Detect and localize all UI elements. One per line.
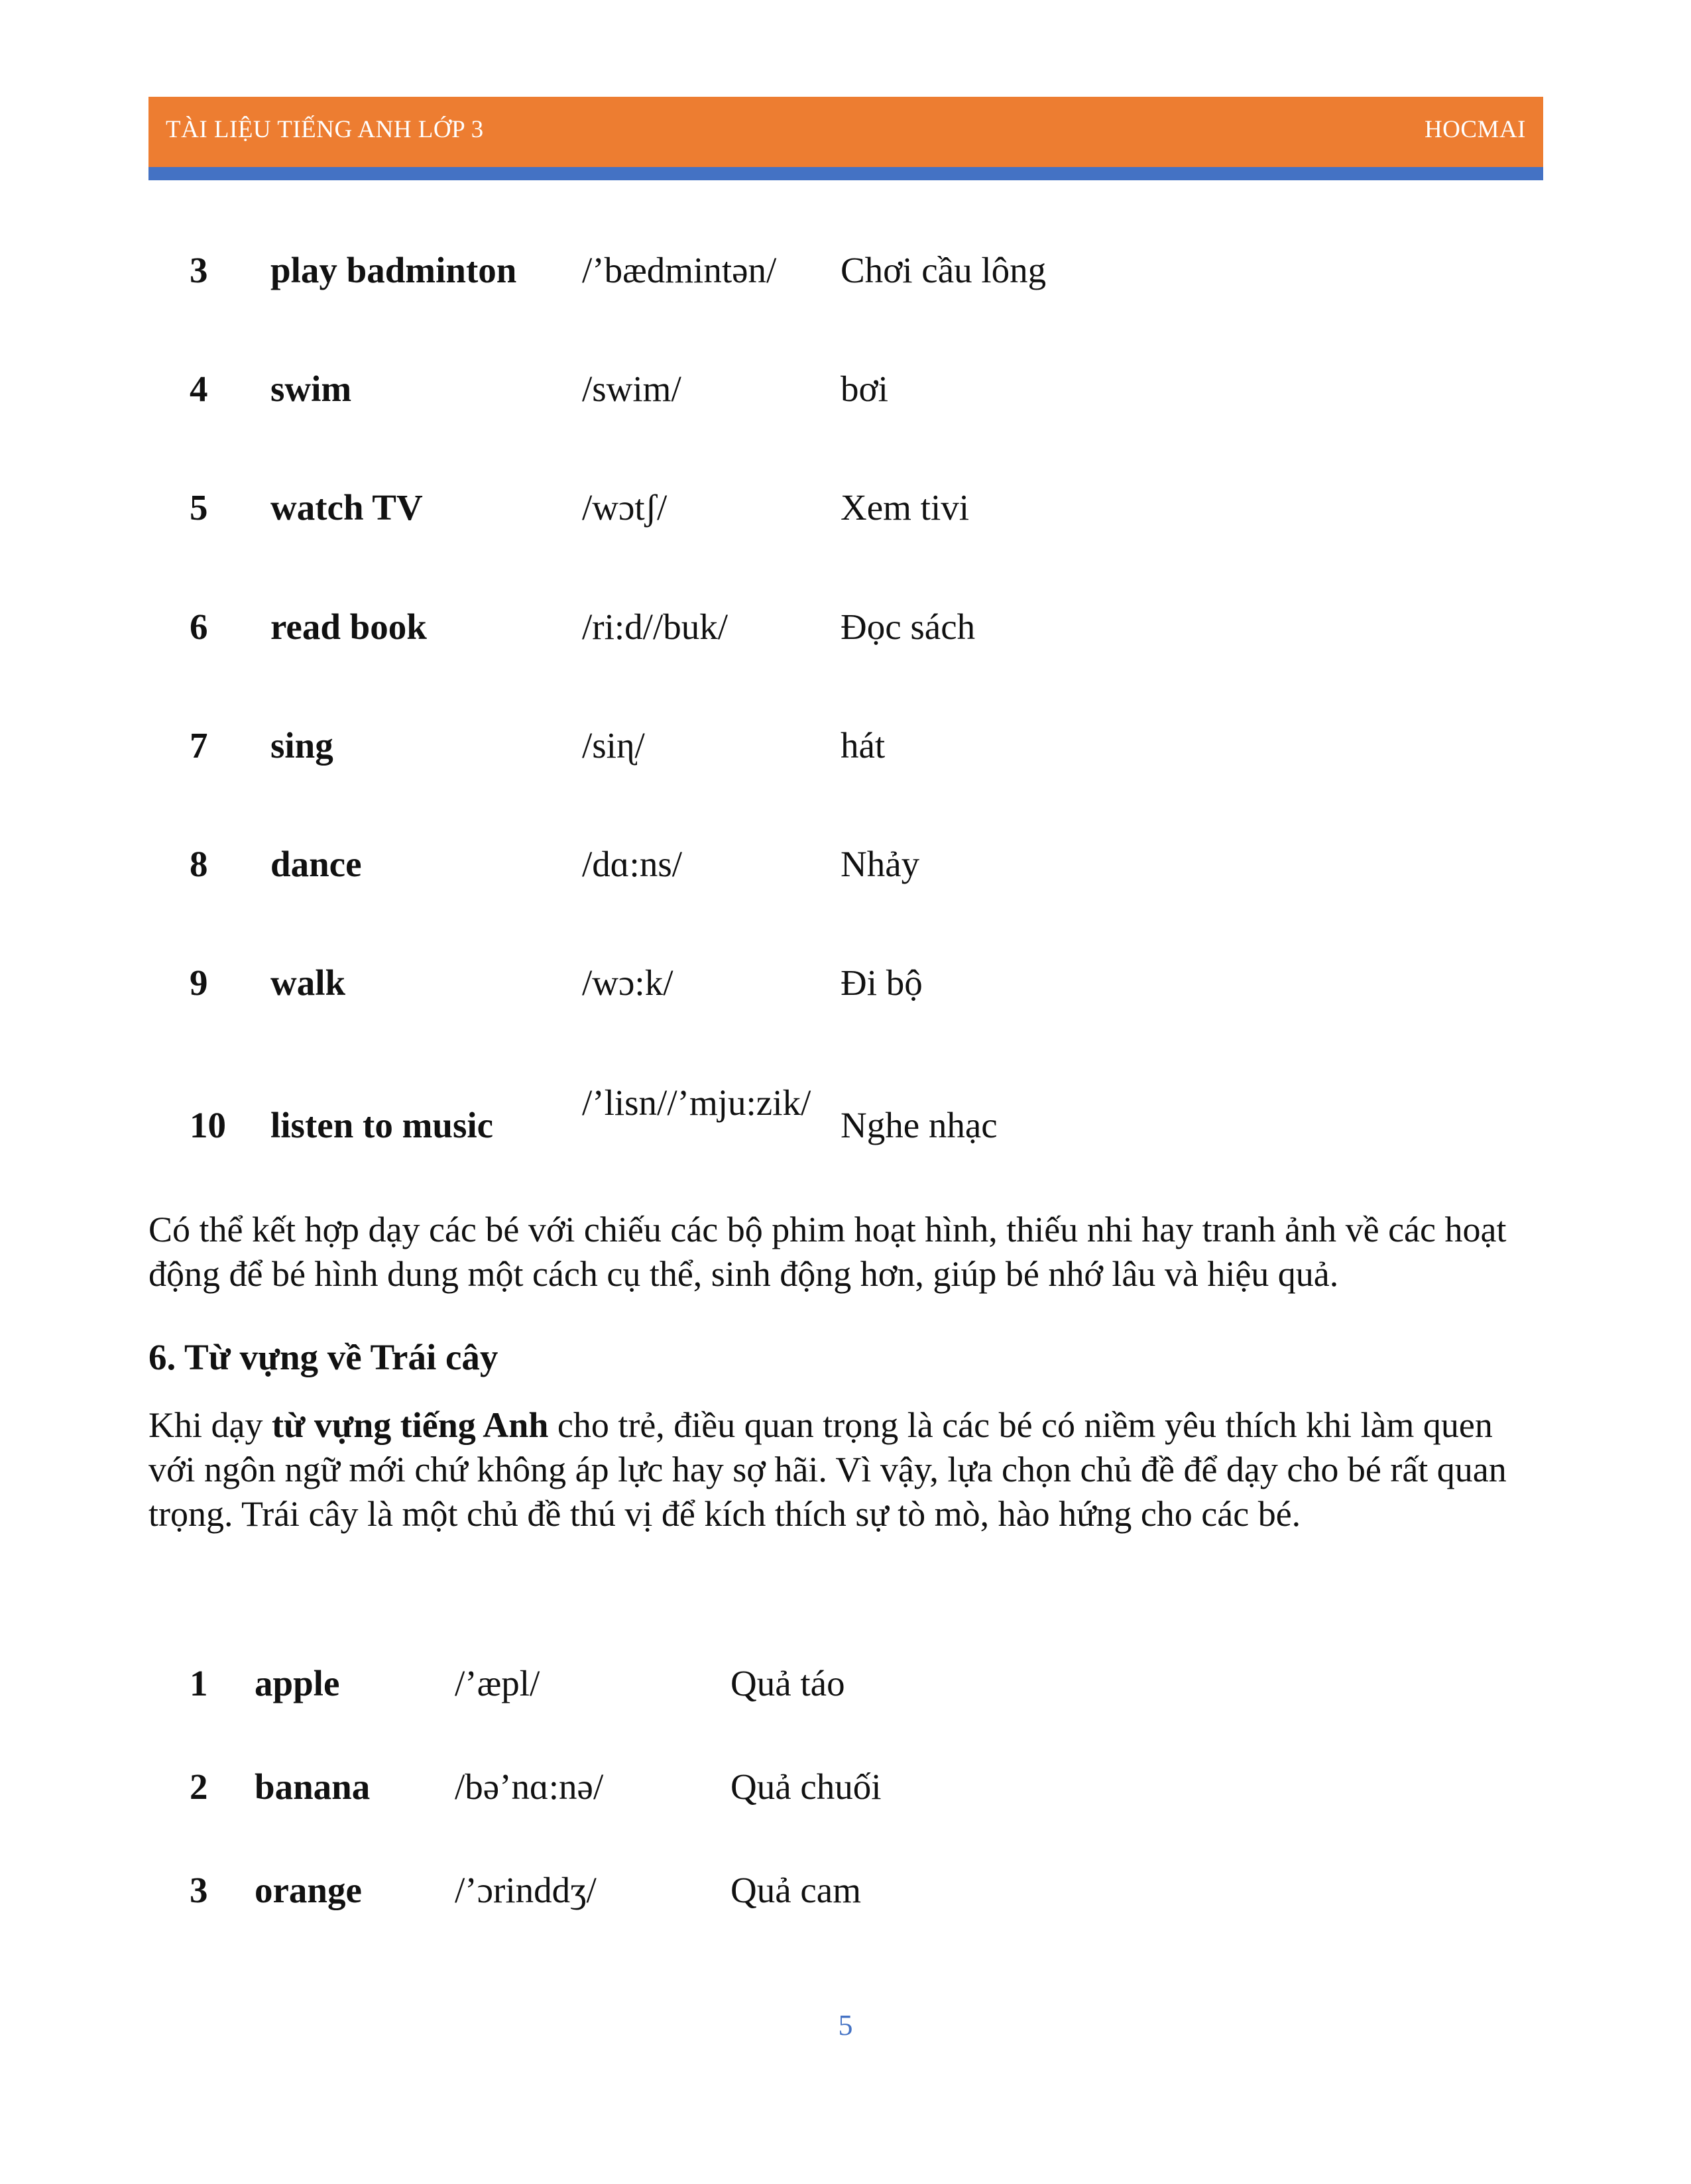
vocab-ipa: /’lisn//’mju:zik/ <box>582 1082 811 1123</box>
vocab-word: swim <box>270 369 352 409</box>
vocab-meaning: Nhảy <box>841 844 920 884</box>
page-header <box>148 97 1543 167</box>
vocab-number: 2 <box>190 1766 208 1807</box>
vocab-meaning: hát <box>841 725 886 766</box>
vocab-number: 10 <box>190 1105 226 1145</box>
keyword-link-text: từ vựng tiếng Anh <box>271 1405 549 1445</box>
vocab-ipa: /wɔtʃ/ <box>582 487 668 528</box>
vocab-number: 3 <box>190 250 208 290</box>
vocab-number: 3 <box>190 1870 208 1910</box>
vocab-word: dance <box>270 844 362 884</box>
vocab-ipa: /siɳ/ <box>582 725 645 766</box>
vocab-ipa: /swim/ <box>582 369 681 409</box>
vocab-number: 5 <box>190 487 208 528</box>
vocab-word: sing <box>270 725 333 766</box>
vocab-word: orange <box>255 1870 362 1910</box>
vocab-ipa: /’bædmintən/ <box>582 250 777 290</box>
vocab-meaning: Quả cam <box>730 1870 861 1910</box>
vocab-meaning: Đi bộ <box>841 962 923 1003</box>
vocab-meaning: Xem tivi <box>841 487 970 528</box>
vocab-ipa: /’æpl/ <box>455 1663 540 1703</box>
vocab-number: 9 <box>190 962 208 1003</box>
vocab-word: walk <box>270 962 346 1003</box>
vocab-meaning: bơi <box>841 369 888 409</box>
document-title: TÀI LIỆU TIẾNG ANH LỚP 3 <box>166 116 484 143</box>
vocab-number: 7 <box>190 725 208 766</box>
vocab-word: watch TV <box>270 487 423 528</box>
vocab-word: read book <box>270 606 427 647</box>
vocab-number: 6 <box>190 606 208 647</box>
vocab-ipa: /wɔ:k/ <box>582 962 673 1003</box>
vocab-word: listen to music <box>270 1105 494 1145</box>
paragraph-text: Khi dạy <box>148 1405 272 1445</box>
vocab-meaning: Quả táo <box>730 1663 845 1703</box>
vocab-word: banana <box>255 1766 371 1807</box>
vocab-ipa: /bə’nɑ:nə/ <box>455 1766 604 1807</box>
vocab-number: 4 <box>190 369 208 409</box>
paragraph-text: cho trẻ, điều quan trọng là các bé có niềm yêu thích khi làm quen với ngôn ngữ mới chứ không áp lực hay sợ hãi. Vì vậy, lựa chọn chủ đề để dạy cho bé rất quan trọng. Trái cây là một chủ đề thú vị để kích thích sự tò mò, hào hứng cho các bé. <box>148 1405 1507 1534</box>
vocab-ipa: /dɑ:ns/ <box>582 844 683 884</box>
vocab-ipa: /ri:d//buk/ <box>582 606 728 647</box>
header-divider <box>148 167 1543 180</box>
vocab-word: apple <box>255 1663 340 1703</box>
section-heading: 6. Từ vựng về Trái cây <box>148 1337 498 1377</box>
brand-name: HOCMAI <box>1424 116 1526 143</box>
vocab-meaning: Đọc sách <box>841 606 976 647</box>
activities-tip-paragraph: Có thể kết hợp dạy các bé với chiếu các bộ phim hoạt hình, thiếu nhi hay tranh ảnh về các hoạt động để bé hình dung một cách cụ thể, sinh động hơn, giúp bé nhớ lâu và hiệu quả. <box>148 1210 1507 1294</box>
vocab-number: 1 <box>190 1663 208 1703</box>
fruits-intro-paragraph <box>148 1403 1547 1536</box>
vocab-word: play badminton <box>270 250 517 290</box>
vocab-number: 8 <box>190 844 208 884</box>
vocab-ipa: /’ɔrinddʒ/ <box>455 1870 597 1910</box>
vocab-meaning: Chơi cầu lông <box>841 250 1047 290</box>
page-number: 5 <box>838 2009 853 2041</box>
vocab-meaning: Nghe nhạc <box>841 1105 998 1145</box>
vocab-meaning: Quả chuối <box>730 1766 882 1807</box>
